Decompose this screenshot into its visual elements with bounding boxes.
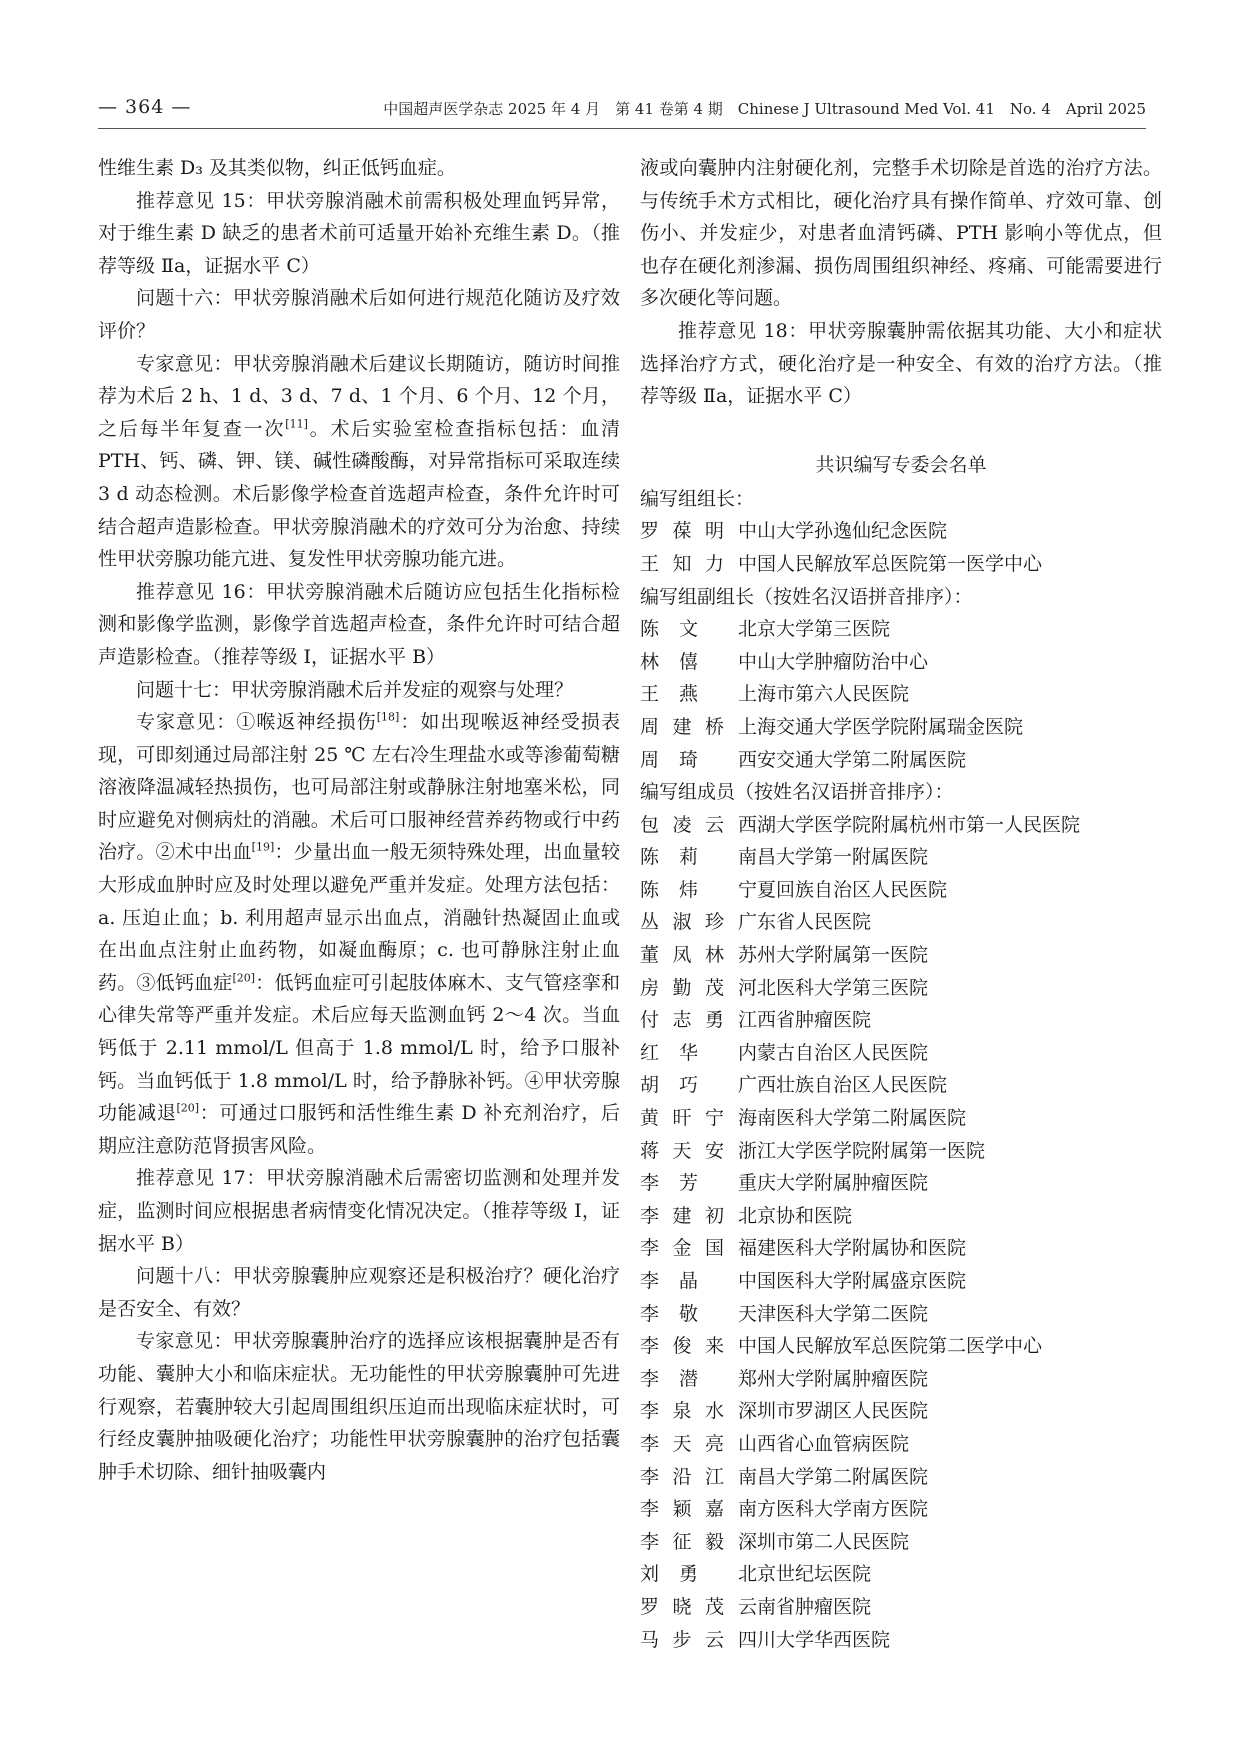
committee-member bbox=[640, 1526, 1162, 1559]
member-name: 王知力 bbox=[640, 552, 724, 575]
committee-member bbox=[640, 972, 1162, 1005]
member-affiliation: 福建医科大学附属协和医院 bbox=[738, 1237, 967, 1260]
committee-member bbox=[640, 1167, 1162, 1200]
committee-member bbox=[640, 874, 1162, 907]
member-name: 罗晓茂 bbox=[640, 1595, 724, 1618]
committee-member bbox=[640, 1363, 1162, 1396]
paragraph: 问题十六：甲状旁腺消融术后如何进行规范化随访及疗效评价？ bbox=[98, 287, 620, 342]
member-affiliation: 上海交通大学医学院附属瑞金医院 bbox=[738, 715, 1024, 738]
committee-member bbox=[640, 613, 1162, 646]
paragraph: 推荐意见 15：甲状旁腺消融术前需积极处理血钙异常，对于维生素 D 缺乏的患者术前可适量开始补充维生素 D。（推荐等级 Ⅱa，证据水平 C） bbox=[98, 189, 620, 277]
paragraph: 问题十八：甲状旁腺囊肿应观察还是积极治疗？硬化治疗是否安全、有效？ bbox=[98, 1265, 620, 1320]
member-affiliation: 西安交通大学第二附属医院 bbox=[738, 748, 967, 771]
committee-member bbox=[640, 906, 1162, 939]
vice-leader-list bbox=[640, 613, 1162, 776]
member-name: 周琦 bbox=[640, 748, 698, 771]
committee-title: 共识编写专委会名单 bbox=[815, 453, 987, 476]
committee-member bbox=[640, 841, 1162, 874]
member-affiliation: 内蒙古自治区人民医院 bbox=[738, 1041, 929, 1064]
member-name: 周建桥 bbox=[640, 715, 724, 738]
running-header bbox=[98, 96, 1146, 126]
member-name: 陈莉 bbox=[640, 846, 698, 869]
member-name: 董凤林 bbox=[640, 944, 724, 967]
member-name: 李沿江 bbox=[640, 1465, 724, 1488]
committee-member bbox=[640, 809, 1162, 842]
member-affiliation: 重庆大学附属肿瘤医院 bbox=[738, 1172, 929, 1195]
paragraph: 液或向囊肿内注射硬化剂，完整手术切除是首选的治疗方法。与传统手术方式相比，硬化治疗具有操作简单、疗效可靠、创伤小、并发症少，对患者血清钙磷、PTH 影响小等优点，但也存在硬化剂渗漏、损伤周围组织神经、疼痛、可能需要进行多次硬化等问题。 bbox=[640, 157, 1162, 310]
committee-member bbox=[640, 1624, 1162, 1657]
committee-member bbox=[640, 548, 1162, 581]
committee-member bbox=[640, 1004, 1162, 1037]
member-affiliation: 中国人民解放军总医院第二医学中心 bbox=[738, 1335, 1043, 1358]
member-affiliation: 中国人民解放军总医院第一医学中心 bbox=[738, 552, 1043, 575]
member-affiliation: 广西壮族自治区人民医院 bbox=[738, 1074, 948, 1097]
member-name: 红华 bbox=[640, 1041, 698, 1064]
member-name: 李芳 bbox=[640, 1172, 698, 1195]
vice-leader-label: 编写组副组长（按姓名汉语拼音排序）： bbox=[640, 585, 973, 608]
committee-member bbox=[640, 1395, 1162, 1428]
member-name: 林僖 bbox=[640, 650, 698, 673]
right-column-paragraphs bbox=[640, 152, 1162, 413]
member-affiliation: 宁夏回族自治区人民医院 bbox=[738, 878, 948, 901]
member-name: 房勤茂 bbox=[640, 976, 724, 999]
committee-member bbox=[640, 1298, 1162, 1331]
member-name: 丛淑珍 bbox=[640, 911, 724, 934]
member-affiliation: 四川大学华西医院 bbox=[738, 1628, 891, 1651]
member-name: 马步云 bbox=[640, 1628, 724, 1651]
member-affiliation: 深圳市第二人民医院 bbox=[738, 1530, 910, 1553]
member-affiliation: 北京大学第三医院 bbox=[738, 618, 891, 641]
paragraph: 专家意见：①喉返神经损伤[18]：如出现喉返神经受损表现，可即刻通过局部注射 25 ℃ 左右冷生理盐水或等渗葡萄糖溶液降温减轻热损伤，也可局部注射或静脉注射地塞米松，同时应避免对侧病灶的消融。术后可口服神经营养药物或行中药治疗。②术中出血[19]：少量出血一般无须特殊处理，出血量较大形成血肿时应及时处理以避免严重并发症。处理方法包括：a. 压迫止血；b. 利用超声显示出血点，消融针热凝固止血或在出血点注射止血药物，如凝血酶原；c. 也可静脉注射止血药。③低钙血症[20]：低钙血症可引起肢体麻木、支气管痉挛和心律失常等严重并发症。术后应每天监测血钙 2～4 次。当血钙低于 2.11 mmol/L 但高于 1.8 mmol/L 时，给予口服补钙。当血钙低于 1.8 mmol/L 时，给予静脉补钙。④甲状旁腺功能减退[20]：可通过口服钙和活性维生素 D 补充剂治疗，后期应注意防范肾损害风险。 bbox=[98, 710, 620, 1157]
committee-member bbox=[640, 1135, 1162, 1168]
committee-member bbox=[640, 1428, 1162, 1461]
committee-member bbox=[640, 1037, 1162, 1070]
member-list bbox=[640, 809, 1162, 1656]
paragraph: 性维生素 D₃ 及其类似物，纠正低钙血症。 bbox=[98, 157, 456, 179]
committee-member bbox=[640, 1330, 1162, 1363]
leader-list bbox=[640, 515, 1162, 580]
member-name: 刘勇 bbox=[640, 1563, 698, 1586]
page-number: — 364 — bbox=[98, 96, 192, 118]
member-name: 李潜 bbox=[640, 1367, 698, 1390]
member-affiliation: 中山大学肿瘤防治中心 bbox=[738, 650, 929, 673]
committee-member bbox=[640, 1102, 1162, 1135]
member-affiliation: 西湖大学医学院附属杭州市第一人民医院 bbox=[738, 813, 1081, 836]
paragraph: 推荐意见 16：甲状旁腺消融术后随访应包括生化指标检测和影像学监测，影像学首选超声检查，条件允许时可结合超声造影检查。（推荐等级 Ⅰ，证据水平 B） bbox=[98, 580, 620, 668]
member-affiliation: 云南省肿瘤医院 bbox=[738, 1595, 872, 1618]
member-affiliation: 上海市第六人民医院 bbox=[738, 683, 910, 706]
member-affiliation: 南方医科大学南方医院 bbox=[738, 1498, 929, 1521]
committee-member bbox=[640, 1232, 1162, 1265]
member-affiliation: 江西省肿瘤医院 bbox=[738, 1009, 872, 1032]
member-name: 付志勇 bbox=[640, 1009, 724, 1032]
committee-member bbox=[640, 1461, 1162, 1494]
member-affiliation: 中国医科大学附属盛京医院 bbox=[738, 1270, 967, 1292]
member-affiliation: 北京协和医院 bbox=[738, 1204, 853, 1227]
member-name: 陈文 bbox=[640, 618, 698, 641]
member-name: 李金国 bbox=[640, 1237, 724, 1260]
right-column bbox=[640, 152, 1162, 1656]
member-label: 编写组成员（按姓名汉语拼音排序）： bbox=[640, 781, 954, 804]
member-name: 胡巧 bbox=[640, 1074, 698, 1097]
committee-member bbox=[640, 1069, 1162, 1102]
committee-member bbox=[640, 1591, 1162, 1624]
member-name: 黄旰宁 bbox=[640, 1107, 724, 1130]
member-name: 李俊来 bbox=[640, 1335, 724, 1358]
member-name: 李建初 bbox=[640, 1204, 724, 1227]
committee-member bbox=[640, 1558, 1162, 1591]
member-affiliation: 山西省心血管病医院 bbox=[738, 1432, 910, 1455]
member-name: 李征毅 bbox=[640, 1530, 724, 1553]
committee-member bbox=[640, 1200, 1162, 1233]
member-affiliation: 北京世纪坛医院 bbox=[738, 1563, 872, 1586]
committee-member bbox=[640, 678, 1162, 711]
committee-member bbox=[640, 939, 1162, 972]
member-affiliation: 中山大学孙逸仙纪念医院 bbox=[738, 520, 948, 543]
member-name: 包凌云 bbox=[640, 813, 724, 836]
left-column bbox=[98, 152, 620, 1488]
member-name: 陈炜 bbox=[640, 878, 698, 901]
member-affiliation: 天津医科大学第二医院 bbox=[738, 1302, 929, 1325]
paragraph: 问题十七：甲状旁腺消融术后并发症的观察与处理？ bbox=[136, 678, 574, 701]
member-affiliation: 河北医科大学第三医院 bbox=[738, 976, 929, 999]
member-affiliation: 郑州大学附属肿瘤医院 bbox=[738, 1367, 929, 1390]
member-affiliation: 海南医科大学第二附属医院 bbox=[738, 1107, 967, 1130]
member-name: 罗葆明 bbox=[640, 520, 724, 543]
member-affiliation: 南昌大学第一附属医院 bbox=[738, 846, 929, 869]
member-name: 李晶 bbox=[640, 1270, 698, 1292]
member-name: 王燕 bbox=[640, 683, 698, 706]
committee-member bbox=[640, 744, 1162, 777]
member-name: 李敬 bbox=[640, 1302, 698, 1325]
committee-member bbox=[640, 646, 1162, 679]
member-name: 李天亮 bbox=[640, 1432, 724, 1455]
committee-member bbox=[640, 711, 1162, 744]
member-name: 李泉水 bbox=[640, 1400, 724, 1423]
paragraph: 专家意见：甲状旁腺囊肿治疗的选择应该根据囊肿是否有功能、囊肿大小和临床症状。无功能性的甲状旁腺囊肿可先进行观察，若囊肿较大引起周围组织压迫而出现临床症状时，可行经皮囊肿抽吸硬化治疗；功能性甲状旁腺囊肿的治疗包括囊肿手术切除、细针抽吸囊内 bbox=[98, 1330, 620, 1483]
committee-member bbox=[640, 515, 1162, 548]
member-name: 李颖嘉 bbox=[640, 1498, 724, 1521]
committee-member bbox=[640, 1493, 1162, 1526]
member-name: 蒋天安 bbox=[640, 1139, 724, 1162]
header-rule bbox=[98, 128, 1146, 129]
paragraph: 专家意见：甲状旁腺消融术后建议长期随访，随访时间推荐为术后 2 h、1 d、3 d、7 d、1 个月、6 个月、12 个月，之后每半年复查一次[11]。术后实验室检查指标包括：血清 PTH、钙、磷、钾、镁、碱性磷酸酶，对异常指标可采取连续 3 d 动态检测。术后影像学检查首选超声检查，条件允许时可结合超声造影检查。甲状旁腺消融术的疗效可分为治愈、持续性甲状旁腺功能亢进、复发性甲状旁腺功能亢进。 bbox=[98, 352, 620, 571]
member-affiliation: 浙江大学医学院附属第一医院 bbox=[738, 1139, 986, 1162]
paragraph: 推荐意见 18：甲状旁腺囊肿需依据其功能、大小和症状选择治疗方式，硬化治疗是一种安全、有效的治疗方法。（推荐等级 Ⅱa，证据水平 C） bbox=[640, 319, 1162, 408]
member-affiliation: 南昌大学第二附属医院 bbox=[738, 1465, 929, 1488]
journal-running-head: 中国超声医学杂志 2025 年 4 月 第 41 卷第 4 期 Chinese J Ultrasound Med Vol. 41 No. 4 April 2025 bbox=[383, 100, 1146, 118]
member-affiliation: 苏州大学附属第一医院 bbox=[738, 944, 929, 967]
leader-label: 编写组组长： bbox=[640, 487, 755, 510]
member-affiliation: 广东省人民医院 bbox=[738, 911, 872, 934]
committee-member bbox=[640, 1265, 1162, 1298]
paragraph: 推荐意见 17：甲状旁腺消融术后需密切监测和处理并发症，监测时间应根据患者病情变化情况决定。（推荐等级 Ⅰ，证据水平 B） bbox=[98, 1167, 620, 1255]
member-affiliation: 深圳市罗湖区人民医院 bbox=[738, 1400, 929, 1423]
